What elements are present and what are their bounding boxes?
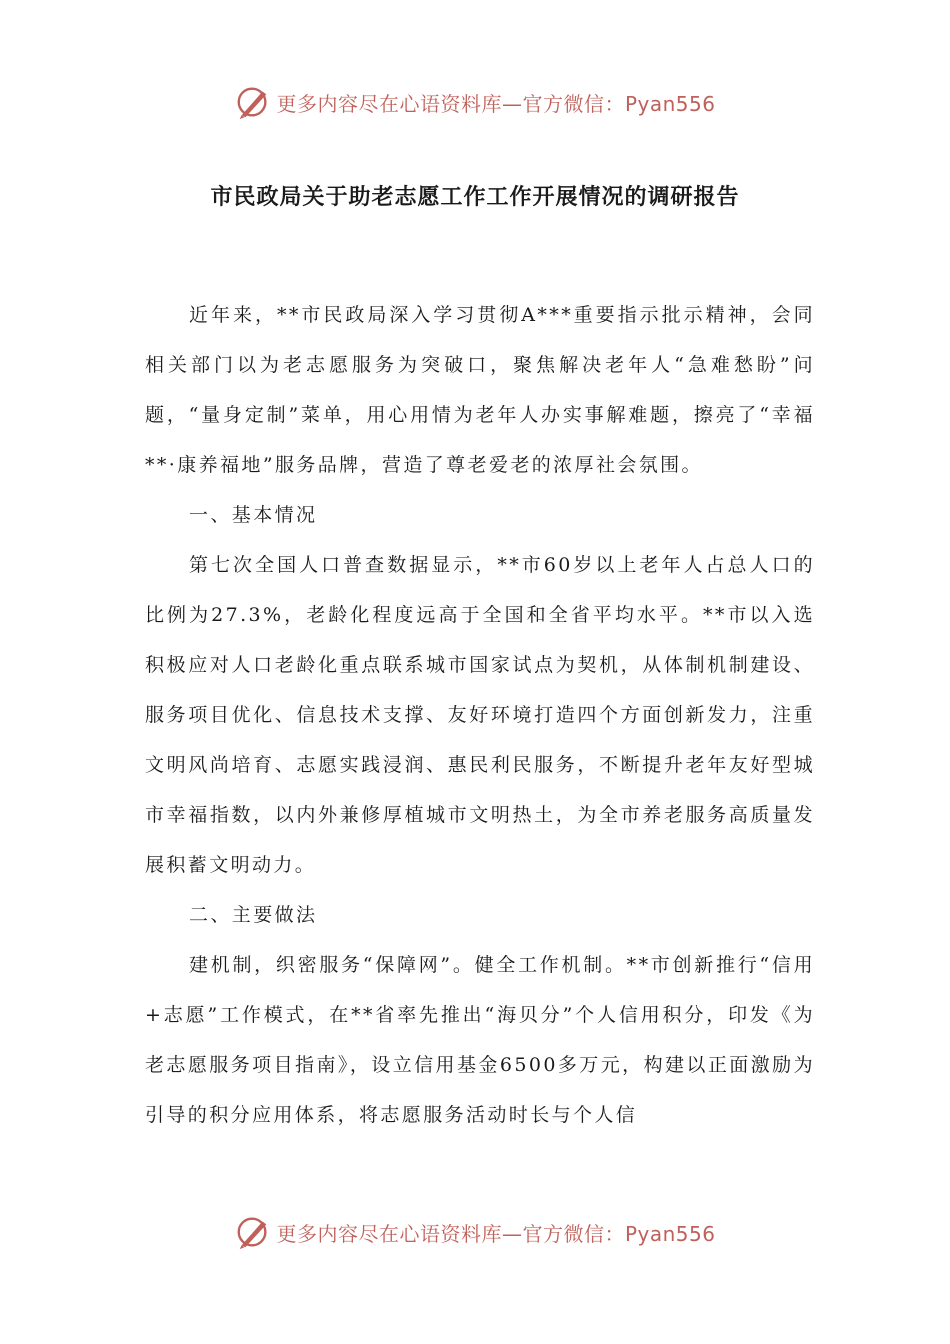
paragraph-basic-situation: 第七次全国人口普查数据显示，**市60岁以上老年人占总人口的比例为27.3%，老龄化程度远高于全国和全省平均水平。**市以入选积极应对人口老龄化重点联系城市国家试点为契机，从体制机制建设、服务项目优化、信息技术支撑、友好环境打造四个方面创新发力，注重文明风尚培育、志愿实践浸润、惠民利民服务，不断提升老年友好型城市幸福指数，以内外兼修厚植城市文明热土，为全市养老服务高质量发展积蓄文明动力。	[145, 554, 815, 876]
pen-logo-icon	[234, 83, 272, 121]
paragraph-practices: 建机制，织密服务“保障网”。健全工作机制。**市创新推行“信用+志愿”工作模式，在**省率先推出“海贝分”个人信用积分，印发《为老志愿服务项目指南》，设立信用基金6500多万元，构建以正面激励为引导的积分应用体系，将志愿服务活动时长与个人信	[145, 954, 815, 1126]
footer-watermark-banner	[0, 1210, 950, 1254]
section-heading-basic: 一、基本情况	[189, 504, 318, 526]
pen-logo-icon	[234, 1213, 272, 1251]
document-body	[145, 290, 815, 1140]
watermark-text: 更多内容尽在心语资料库—官方微信：Pyan556	[276, 1221, 716, 1246]
paragraph-intro: 近年来，**市民政局深入学习贯彻A***重要指示批示精神，会同相关部门以为老志愿服务为突破口，聚焦解决老年人“急难愁盼”问题，“量身定制”菜单，用心用情为老年人办实事解难题，擦亮了“幸福**·康养福地”服务品牌，营造了尊老爱老的浓厚社会氛围。	[145, 304, 815, 476]
section-heading-practices: 二、主要做法	[189, 904, 318, 926]
watermark-text: 更多内容尽在心语资料库—官方微信：Pyan556	[276, 91, 716, 116]
document-title: 市民政局关于助老志愿工作工作开展情况的调研报告	[210, 185, 740, 210]
header-watermark-banner	[0, 80, 950, 124]
